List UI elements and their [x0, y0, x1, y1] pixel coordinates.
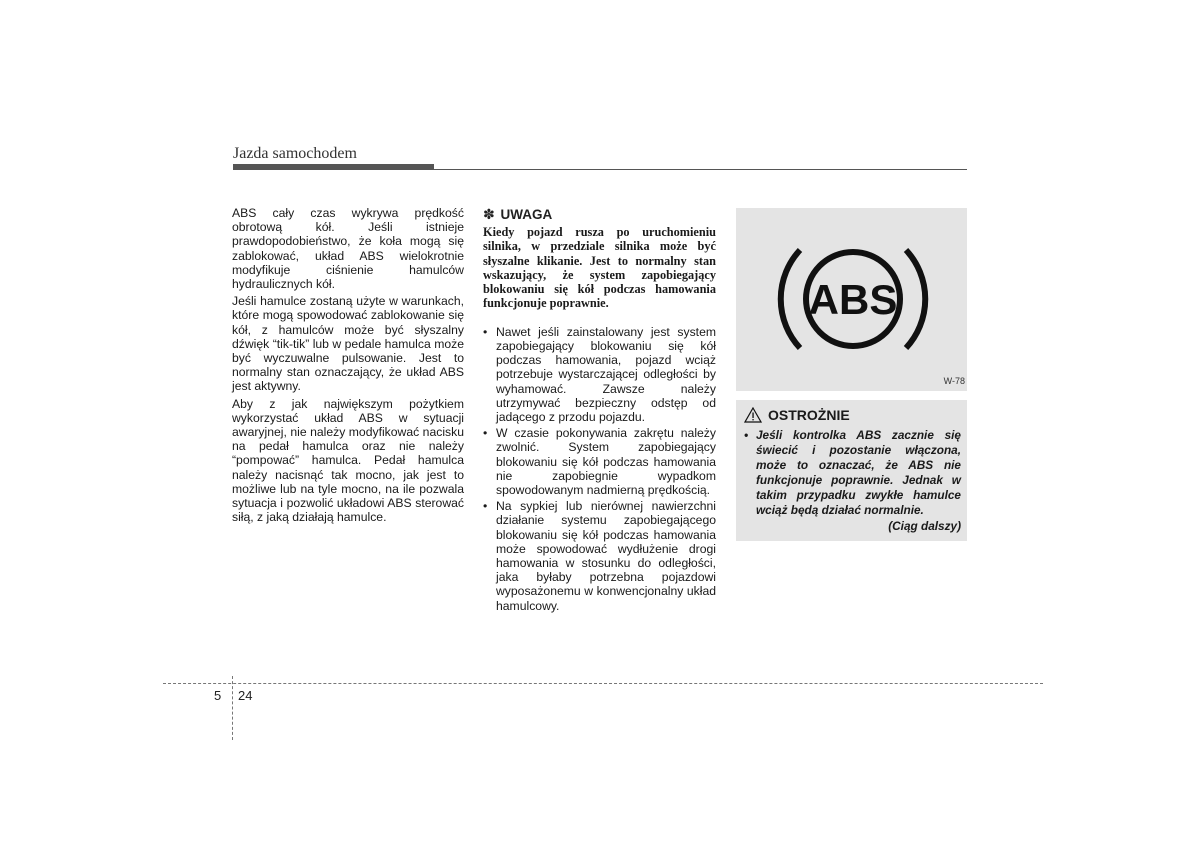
header-rule	[233, 169, 967, 170]
caution-text: Jeśli kontrolka ABS zacznie się świecić i pozostanie włączona, może to oznaczać, że ABS nie funkcjonuje poprawnie. Jednak w takim przypadku zwykłe hamulce wciąż będą działać normalnie.	[756, 428, 961, 517]
caution-content	[744, 428, 961, 534]
caution-heading	[744, 407, 850, 423]
list-item	[483, 325, 716, 424]
caution-item	[744, 428, 961, 518]
bullet-list	[483, 325, 716, 613]
continued-label: (Ciąg dalszy)	[888, 519, 961, 533]
paragraph: ABS cały czas wykrywa prędkość obrotową kół. Jeśli istnieje prawdopodobieństwo, że koła mogą się zablokować, układ ABS wielokrotnie modyfikuje ciśnienie hamulców hydraulicznych kół.	[232, 206, 464, 292]
abs-figure	[736, 208, 967, 391]
bullet-icon: •	[483, 324, 488, 339]
notice-heading	[483, 206, 716, 223]
column-middle	[483, 206, 716, 615]
caution-box	[736, 400, 967, 541]
list-item-text: Nawet jeśli zainstalowany jest system zapobiegający blokowaniu się kół podczas hamowania, pojazd wciąż potrzebuje wystarczającej odległości by wyhamować. Zawsze należy utrzymywać bezpieczny odstęp od jadącego z przodu pojazdu.	[496, 324, 716, 424]
list-item	[483, 426, 716, 497]
bullet-icon: •	[483, 499, 488, 514]
list-item	[483, 499, 716, 613]
bullet-icon: •	[483, 426, 488, 441]
footer-divider	[232, 676, 233, 740]
chapter-number: 5	[214, 688, 222, 703]
footer-rule	[163, 683, 1043, 684]
list-item-text: Na sypkiej lub nierównej nawierzchni działanie systemu zapobiegającego blokowaniu się kół podczas hamowania może spowodować wydłużenie drogi hamowania w stosunku do odległości, jaka byłaby potrzebna pojazdowi wyposażonemu w konwencjonalny układ hamulcowy.	[496, 499, 716, 613]
column-left	[232, 206, 464, 527]
bullet-icon: •	[744, 428, 749, 442]
notice-star-icon: ✽	[483, 206, 495, 222]
warning-triangle-icon	[744, 407, 762, 423]
page-number: 24	[238, 688, 253, 703]
list-item-text: W czasie pokonywania zakrętu należy zwolnić. System zapobiegający blokowaniu się kół podczas hamowania nie zapobiegnie wypadkom spowodowanym nadmierną prędkością.	[496, 426, 716, 498]
abs-warning-light-icon	[736, 208, 967, 391]
notice-text: Kiedy pojazd rusza po uruchomieniu silnika, w przedziale silnika może być słyszalne klikanie. Jest to normalny stan wskazujący, że system zapobiegający blokowaniu się kół podczas hamowania funkcjonuje poprawnie.	[483, 225, 716, 311]
caution-title: OSTROŻNIE	[768, 407, 850, 423]
notice-title: UWAGA	[500, 207, 553, 222]
figure-code: W-78	[943, 376, 965, 386]
abs-label: ABS	[808, 276, 898, 323]
paragraph: Aby z jak największym pożytkiem wykorzystać układ ABS w sytuacji awaryjnej, nie należy modyfikować nacisku na pedał hamulca oraz nie należy “pompować” hamulca. Pedał hamulca należy nacisnąć tak mocno, jak jest to możliwe lub na tyle mocno, na ile pozwala sytuacja i pozwolić układowi ABS sterować siłą, z jaką działają hamulce.	[232, 396, 464, 525]
section-title: Jazda samochodem	[233, 145, 357, 162]
paragraph: Jeśli hamulce zostaną użyte w warunkach, które mogą spowodować zablokowanie się kół, z hamulców może być słyszalny dźwięk “tik-tik” lub w pedale hamulca może być wyczuwalne pulsowanie. Jest to normalny stan oznaczający, że układ ABS jest aktywny.	[232, 294, 464, 394]
